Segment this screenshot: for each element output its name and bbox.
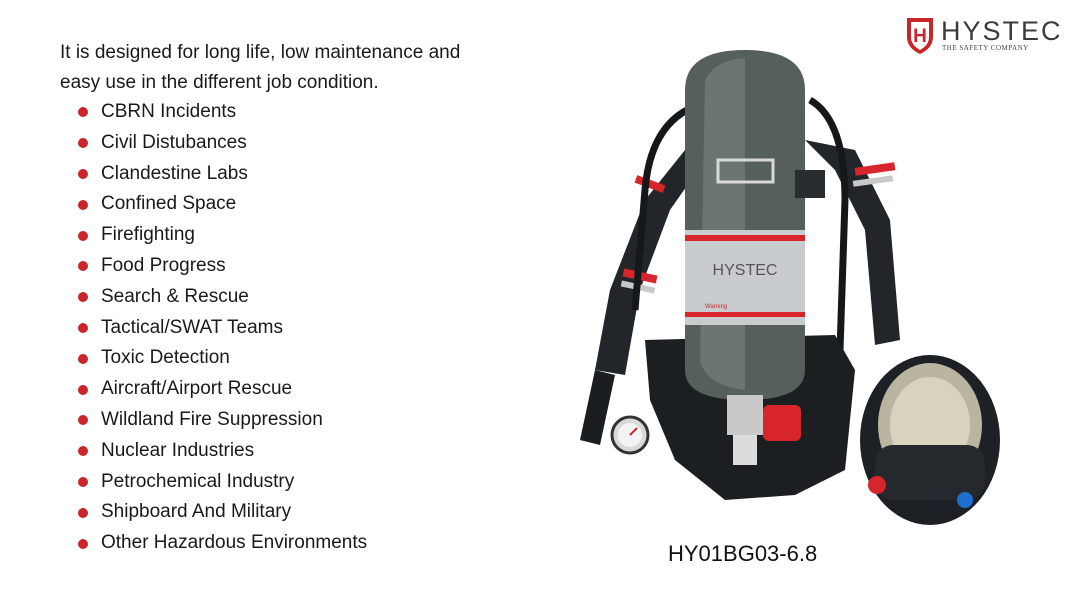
list-item bbox=[78, 405, 367, 436]
list-item-label: Toxic Detection bbox=[101, 347, 230, 369]
application-list bbox=[78, 97, 367, 559]
list-item-label: Food Progress bbox=[101, 254, 226, 276]
list-item bbox=[78, 374, 367, 405]
list-item bbox=[78, 528, 367, 559]
list-item bbox=[78, 189, 367, 220]
list-item bbox=[78, 128, 367, 159]
emblem-letter: H bbox=[913, 26, 927, 47]
bullet-icon bbox=[78, 231, 88, 241]
list-item-label: Civil Distubances bbox=[101, 131, 247, 153]
bullet-icon bbox=[78, 415, 88, 425]
bullet-icon bbox=[78, 261, 88, 271]
list-item-label: Aircraft/Airport Rescue bbox=[101, 378, 293, 400]
bullet-icon bbox=[78, 446, 88, 456]
list-item-label: Search & Rescue bbox=[101, 285, 249, 307]
bullet-icon bbox=[78, 508, 88, 518]
brand-tagline: THE SAFETY COMPANY bbox=[942, 44, 1029, 52]
bullet-icon bbox=[78, 138, 88, 148]
list-item-label: Petrochemical Industry bbox=[101, 470, 295, 492]
list-item-label: Nuclear Industries bbox=[101, 439, 255, 461]
cylinder-label-brand: HYSTEC bbox=[712, 262, 778, 279]
bullet-icon bbox=[78, 292, 88, 302]
face-mask bbox=[860, 355, 1000, 525]
list-item-label: Confined Space bbox=[101, 193, 237, 215]
bullet-icon bbox=[78, 200, 88, 210]
list-item bbox=[78, 313, 367, 344]
list-item bbox=[78, 220, 367, 251]
pressure-gauge bbox=[612, 417, 648, 453]
list-item-label: Clandestine Labs bbox=[101, 162, 248, 184]
list-item bbox=[78, 97, 367, 128]
bullet-icon bbox=[78, 107, 88, 117]
list-item-label: Tactical/SWAT Teams bbox=[101, 316, 283, 338]
intro-text: It is designed for long life, low maintenance and easy use in the different job condition. bbox=[60, 42, 461, 93]
bullet-icon bbox=[78, 354, 88, 364]
breathing-apparatus-image bbox=[555, 40, 1005, 535]
list-item-label: Firefighting bbox=[101, 224, 195, 246]
list-item bbox=[78, 343, 367, 374]
bullet-icon bbox=[78, 539, 88, 549]
list-item-label: Shipboard And Military bbox=[101, 501, 292, 523]
list-item bbox=[78, 436, 367, 467]
right-hose bbox=[810, 100, 845, 350]
list-item bbox=[78, 159, 367, 190]
model-number: HY01BG03-6.8 bbox=[668, 541, 818, 566]
bullet-icon bbox=[78, 169, 88, 179]
list-item-label: Wildland Fire Suppression bbox=[101, 408, 323, 430]
bullet-icon bbox=[78, 323, 88, 333]
list-item-label: CBRN Incidents bbox=[101, 101, 237, 122]
list-item bbox=[78, 467, 367, 498]
cylinder-warning: Warning bbox=[705, 304, 728, 310]
bullet-icon bbox=[78, 477, 88, 487]
list-item bbox=[78, 282, 367, 313]
bullet-icon bbox=[78, 385, 88, 395]
list-item bbox=[78, 251, 367, 282]
list-item bbox=[78, 497, 367, 528]
list-item-label: Other Hazardous Environments bbox=[101, 532, 368, 554]
brand-name: HYSTEC bbox=[941, 16, 1063, 46]
air-cylinder bbox=[685, 50, 825, 400]
